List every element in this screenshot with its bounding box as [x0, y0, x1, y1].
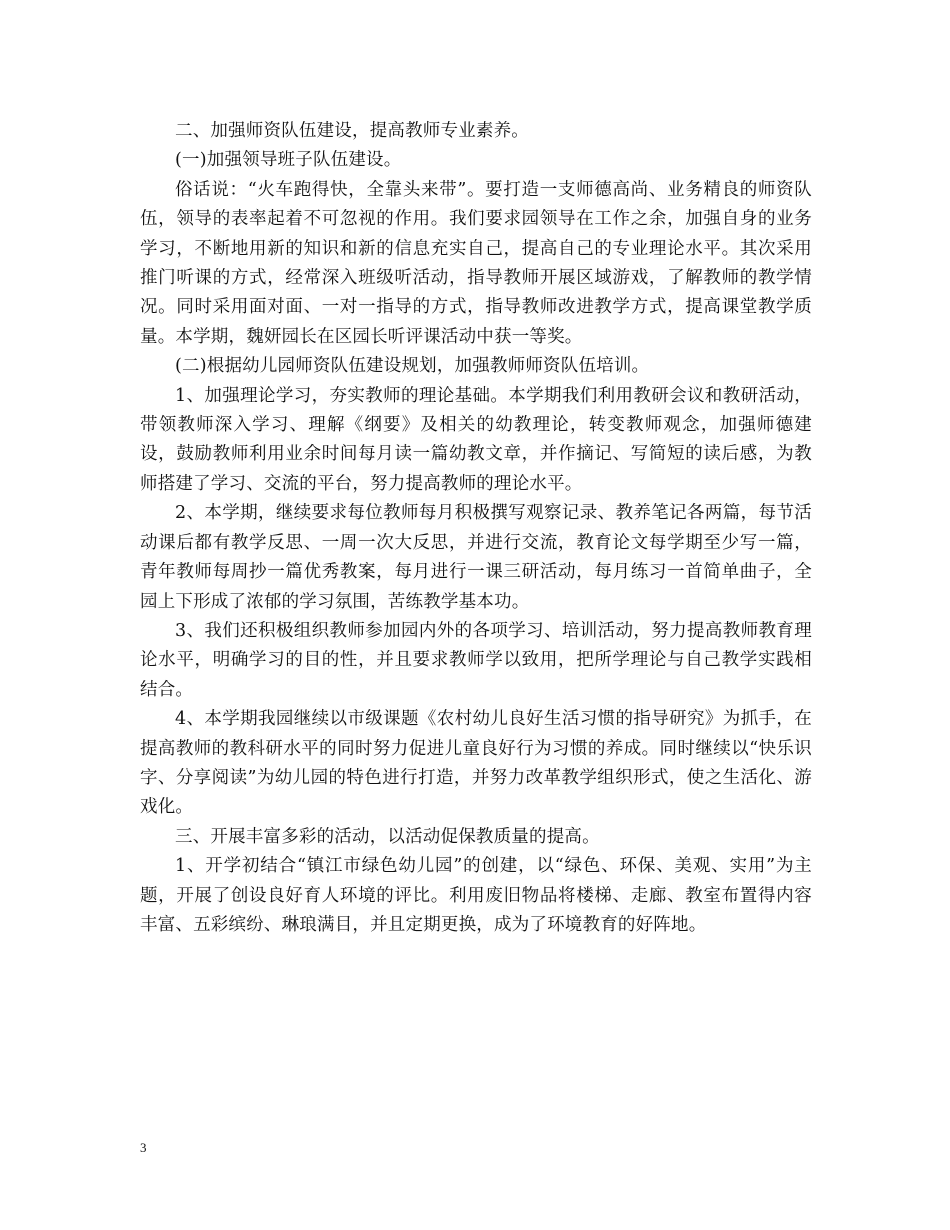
paragraph-writing-requirements: 2、本学期，继续要求每位教师每月积极撰写观察记录、教养笔记各两篇，每节活动课后都有教学反思、一周一次大反思，并进行交流，教育论文每学期至少写一篇，青年教师每周抄一篇优秀教案，每月进行一课三研活动，每月练习一首简单曲子，全园上下形成了浓郁的学习氛围，苦练教学基本功。: [140, 503, 812, 612]
subsection-heading-2-1: (一)加强领导班子队伍建设。: [175, 150, 402, 171]
paragraph-leadership: 俗话说：“火车跑得快，全靠头来带”。要打造一支师德高尚、业务精良的师资队伍，领导的表率起着不可忽视的作用。我们要求园领导在工作之余，加强自身的业务学习，不断地用新的知识和新的信息充实自己，提高自己的专业理论水平。其次采用推门听课的方式，经常深入班级听活动，指导教师开展区域游戏，了解教师的教学情况。同时采用面对面、一对一指导的方式，指导教师改进教学方式，提高课堂教学质量。本学期，魏妍园长在区园长听评课活动中获一等奖。: [140, 179, 812, 347]
paragraph-theory-study: 1、加强理论学习，夯实教师的理论基础。本学期我们利用教研会议和教研活动，带领教师深入学习、理解《纲要》及相关的幼教理论，转变教师观念，加强师德建设，鼓励教师利用业余时间每月读一篇幼教文章，并作摘记、写简短的读后感，为教师搭建了学习、交流的平台，努力提高教师的理论水平。: [140, 385, 812, 494]
document-body: [140, 117, 812, 940]
subsection-heading-2-2: (二)根据幼儿园师资队伍建设规划，加强教师师资队伍培训。: [175, 356, 650, 377]
paragraph-training-activities: 3、我们还积极组织教师参加园内外的各项学习、培训活动，努力提高教师教育理论水平，明确学习的目的性，并且要求教师学以致用，把所学理论与自己教学实践相结合。: [140, 620, 812, 700]
section-heading-3: 三、开展丰富多彩的活动，以活动促保教质量的提高。: [175, 826, 600, 847]
section-heading-2: 二、加强师资队伍建设，提高教师专业素养。: [175, 121, 529, 141]
paragraph-research-topic: 4、本学期我园继续以市级课题《农村幼儿良好生活习惯的指导研究》为抓手，在提高教师的教科研水平的同时努力促进儿童良好行为习惯的养成。同时继续以“快乐识字、分享阅读”为幼儿园的特色进行打造，并努力改革教学组织形式，使之生活化、游戏化。: [140, 709, 812, 818]
page-number: 3: [140, 1140, 147, 1155]
paragraph-green-kindergarten: 1、开学初结合“镇江市绿色幼儿园”的创建，以“绿色、环保、美观、实用”为主题，开展了创设良好育人环境的评比。利用废旧物品将楼梯、走廊、教室布置得内容丰富、五彩缤纷、琳琅满目，并且定期更换，成为了环境教育的好阵地。: [140, 856, 812, 935]
